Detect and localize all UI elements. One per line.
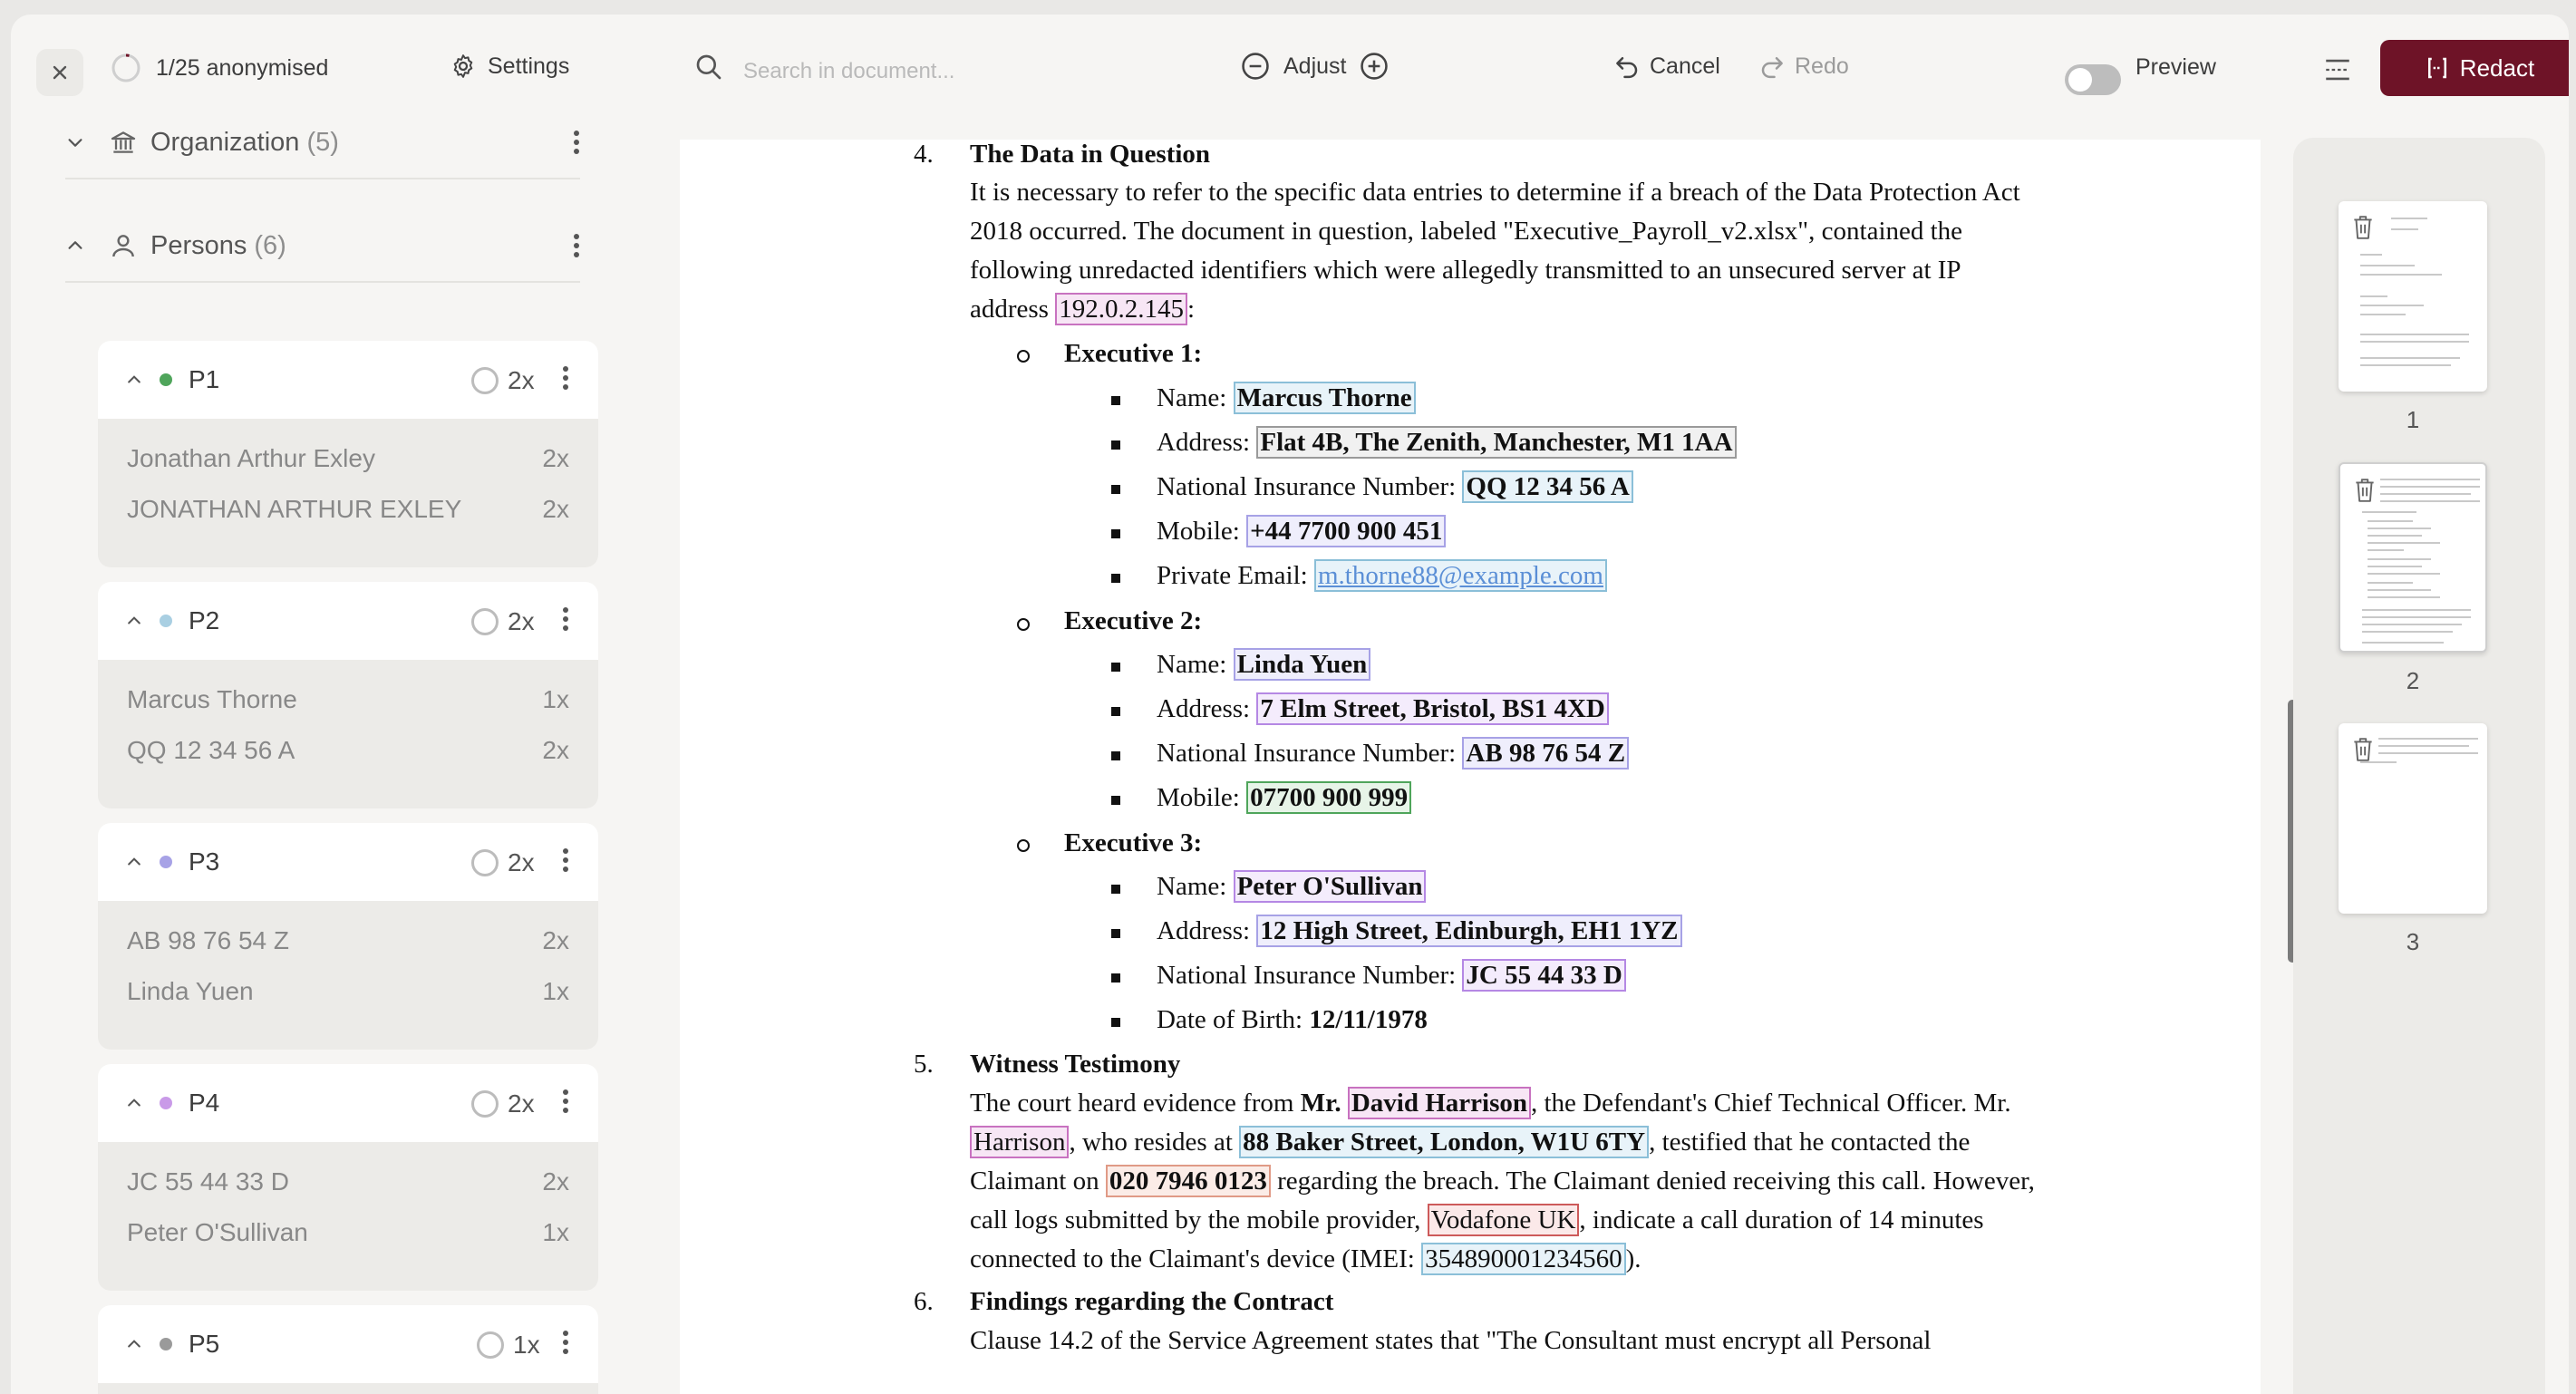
text: , the Defendant's Chief Technical Officer. Mr.: [1531, 1089, 2011, 1118]
section-title-text: Findings regarding the Contract: [970, 1287, 1334, 1316]
square-bullet: [1111, 574, 1120, 583]
text: National Insurance Number:: [1157, 472, 1463, 501]
redaction-nin[interactable]: AB 98 76 54 Z: [1462, 737, 1629, 770]
text: Date of Birth:: [1157, 1005, 1310, 1034]
section-title-text: The Data in Question: [970, 140, 1211, 169]
group-organization[interactable]: [65, 123, 580, 179]
organization-label: Organization: [150, 127, 300, 157]
redo-button[interactable]: [1758, 53, 1849, 80]
app-window: [11, 15, 2569, 1394]
text: Address:: [1157, 916, 1257, 945]
select-ring[interactable]: [471, 367, 499, 394]
person-card-p5: [98, 1305, 598, 1394]
entity-entry[interactable]: [98, 1157, 598, 1207]
trash-icon[interactable]: [2351, 736, 2375, 763]
entry-count: 1x: [542, 977, 569, 1005]
entity-entry[interactable]: [98, 966, 598, 1017]
data-line: [1157, 517, 1446, 547]
square-bullet: [1111, 751, 1120, 760]
search-icon: [694, 53, 723, 82]
entry-count: 2x: [542, 736, 569, 764]
cancel-label: Cancel: [1650, 53, 1720, 79]
group-persons[interactable]: [65, 210, 580, 283]
circle-bullet: [1017, 350, 1030, 363]
redaction-name[interactable]: Peter O'Sullivan: [1234, 870, 1427, 903]
person-header[interactable]: [98, 1064, 598, 1142]
entry-text: Jonathan Arthur Exley: [127, 444, 375, 472]
more-options-icon[interactable]: [573, 129, 580, 156]
dob-value: 12/11/1978: [1309, 1005, 1428, 1034]
person-header[interactable]: [98, 582, 598, 660]
section-title: [970, 140, 1210, 169]
paragraph-line: [970, 1205, 1984, 1235]
text: National Insurance Number:: [1157, 739, 1463, 768]
entry-text: JC 55 44 33 D: [127, 1167, 289, 1196]
section-title: [970, 1287, 1333, 1317]
thumb-line: [2368, 535, 2422, 537]
sublist-title-text: Executive 3:: [1064, 828, 1203, 857]
entry-text: QQ 12 34 56 A: [127, 736, 295, 764]
thumb-line: [2368, 566, 2422, 567]
thumb-line: [2362, 624, 2462, 625]
text: Mr.: [1300, 1089, 1348, 1118]
paragraph-line: following unredacted identifiers which were allegedly transmitted to an unsecured server at IP: [970, 256, 1961, 285]
thumb-line: [2368, 528, 2431, 529]
square-bullet: [1111, 796, 1120, 805]
text: National Insurance Number:: [1157, 961, 1463, 990]
text: address: [970, 295, 1056, 324]
person-id: P3: [189, 847, 220, 876]
text: Name:: [1157, 650, 1234, 679]
progress-ring-icon: [111, 53, 141, 83]
chevron-up-icon[interactable]: [125, 612, 143, 630]
redaction-phone[interactable]: 020 7946 0123: [1106, 1165, 1271, 1197]
text: Address:: [1157, 428, 1257, 457]
page-thumbnail-1[interactable]: [2339, 201, 2487, 392]
paragraph-line: [970, 1167, 2035, 1196]
thumb-line: [2362, 642, 2444, 644]
square-bullet: [1111, 396, 1120, 405]
color-dot: [160, 856, 172, 868]
chevron-up-icon[interactable]: [125, 1094, 143, 1112]
bank-icon: [109, 128, 138, 157]
data-line: [1157, 472, 1633, 502]
person-card-p4: [98, 1064, 598, 1291]
thumb-line: [2360, 334, 2469, 335]
redaction-address[interactable]: Flat 4B, The Zenith, Manchester, M1 1AA: [1256, 426, 1736, 459]
undo-icon: [1613, 53, 1641, 80]
sublist-title: [1064, 828, 1202, 858]
chevron-up-icon[interactable]: [125, 1335, 143, 1353]
circle-bullet: [1017, 618, 1030, 631]
thumb-line: [2360, 314, 2406, 315]
close-icon: [51, 63, 69, 82]
sublist-title: [1064, 606, 1202, 636]
redaction-name[interactable]: David Harrison: [1348, 1087, 1531, 1119]
entity-sidebar: [11, 123, 609, 1394]
search-input[interactable]: [743, 51, 1124, 92]
person-header[interactable]: [98, 1305, 598, 1383]
progress-label: 1/25 anonymised: [156, 54, 329, 81]
page-number: 1: [2406, 406, 2420, 433]
square-bullet: [1111, 885, 1120, 894]
entry-count: 2x: [542, 444, 569, 472]
select-ring[interactable]: [471, 849, 499, 876]
adjust-control: [1240, 51, 1390, 82]
redaction-name[interactable]: Linda Yuen: [1234, 648, 1371, 681]
more-options-icon[interactable]: [562, 605, 569, 633]
redaction-organization[interactable]: Vodafone UK: [1428, 1204, 1580, 1236]
thumb-line: [2368, 589, 2431, 591]
user-icon: [109, 231, 138, 260]
entry-text: Linda Yuen: [127, 977, 254, 1005]
person-card-p2: [98, 582, 598, 808]
section-number: 4.: [914, 140, 934, 169]
entry-count: 2x: [542, 926, 569, 954]
document-page: [680, 140, 2261, 1394]
thumb-line: [2378, 752, 2478, 754]
thumb-line: [2380, 486, 2480, 488]
entity-entry[interactable]: [98, 674, 598, 725]
persons-label: Persons: [150, 230, 247, 260]
paragraph-line: [970, 1128, 1970, 1157]
redo-label: Redo: [1795, 53, 1849, 79]
entity-entry[interactable]: [98, 484, 598, 535]
text: call logs submitted by the mobile provider,: [970, 1205, 1428, 1234]
paragraph-line: Clause 14.2 of the Service Agreement states that "The Consultant must encrypt all Personal: [970, 1326, 1932, 1355]
redaction-ip[interactable]: 192.0.2.145: [1055, 293, 1187, 325]
select-ring[interactable]: [471, 608, 499, 635]
color-dot: [160, 615, 172, 627]
sublist-title: [1064, 339, 1202, 369]
data-line: [1157, 739, 1629, 769]
thumb-line: [2360, 295, 2387, 297]
sublist-title-text: Executive 1:: [1064, 339, 1203, 368]
thumb-line: [2360, 265, 2415, 266]
trash-icon[interactable]: [2351, 214, 2375, 241]
person-card-p3: [98, 823, 598, 1050]
redaction-mobile[interactable]: +44 7700 900 451: [1246, 515, 1446, 547]
person-card-p1: [98, 341, 598, 567]
settings-button[interactable]: [450, 53, 569, 80]
thumb-line: [2360, 254, 2382, 256]
thumb-line: [2380, 479, 2480, 480]
persons-count: (6): [254, 230, 286, 260]
data-line: [1157, 561, 1607, 591]
data-line: [1157, 428, 1737, 458]
preview-label: Preview: [2135, 54, 2216, 80]
toolbar: [11, 15, 2569, 123]
thumb-line: [2360, 761, 2397, 763]
thumb-line: [2362, 631, 2453, 633]
thumb-line: [2360, 341, 2469, 343]
zoom-out-icon[interactable]: [1240, 51, 1271, 82]
redaction-nin[interactable]: JC 55 44 33 D: [1462, 959, 1625, 992]
redaction-address[interactable]: 7 Elm Street, Bristol, BS1 4XD: [1256, 692, 1608, 725]
thumb-line: [2360, 364, 2451, 366]
page-thumbnail-2[interactable]: [2339, 462, 2487, 653]
color-dot: [160, 1097, 172, 1109]
occurrence-count: 1x: [513, 1331, 540, 1359]
redact-label: Redact: [2459, 53, 2535, 82]
entry-text: Marcus Thorne: [127, 685, 297, 713]
redaction-mobile[interactable]: 07700 900 999: [1246, 781, 1411, 814]
thumb-line: [2362, 616, 2471, 618]
data-line: [1157, 961, 1626, 991]
paragraph-line: [970, 1089, 2011, 1118]
thumb-line: [2368, 542, 2440, 544]
square-bullet: [1111, 663, 1120, 672]
section-title-text: Witness Testimony: [970, 1050, 1181, 1079]
thumb-line: [2360, 305, 2424, 306]
redaction-name[interactable]: Marcus Thorne: [1234, 382, 1416, 414]
data-line: [1157, 650, 1370, 680]
entry-count: 2x: [542, 1167, 569, 1196]
square-bullet: [1111, 929, 1120, 938]
person-id: P2: [189, 606, 220, 634]
redact-icon: [2424, 54, 2451, 82]
paragraph-line: It is necessary to refer to the specific data entries to determine if a breach of the Data Protection Act: [970, 178, 2020, 207]
thumb-line: [2368, 558, 2431, 560]
select-ring[interactable]: [471, 1090, 499, 1118]
more-options-icon[interactable]: [562, 1329, 569, 1356]
redaction-nin[interactable]: QQ 12 34 56 A: [1462, 470, 1632, 503]
person-header[interactable]: [98, 823, 598, 901]
redaction-imei[interactable]: 354890001234560: [1421, 1243, 1626, 1275]
preview-toggle[interactable]: [2065, 64, 2121, 95]
thumb-line: [2378, 738, 2478, 740]
page-thumbnails: [2293, 138, 2545, 1394]
occurrence-count: 2x: [508, 607, 535, 635]
anonymise-progress: [111, 53, 328, 83]
redaction-email[interactable]: m.thorne88@example.com: [1314, 559, 1607, 592]
text: Claimant on: [970, 1167, 1106, 1196]
paragraph-line: [970, 295, 1195, 324]
close-button[interactable]: [36, 49, 83, 96]
thumb-line: [2380, 500, 2480, 502]
circle-bullet: [1017, 839, 1030, 852]
thumb-line: [2362, 511, 2416, 513]
layout-icon[interactable]: [2322, 54, 2353, 85]
text: Mobile:: [1157, 517, 1247, 546]
chevron-up-icon[interactable]: [65, 236, 85, 256]
more-options-icon[interactable]: [562, 364, 569, 392]
thumb-line: [2362, 609, 2471, 611]
cancel-button[interactable]: [1613, 53, 1720, 80]
entry-text: JONATHAN ARTHUR EXLEY: [127, 495, 462, 523]
paragraph-line: [970, 1244, 1641, 1274]
entity-entry[interactable]: [98, 725, 598, 776]
gear-icon: [450, 53, 477, 80]
entity-entry[interactable]: [98, 915, 598, 966]
more-options-icon[interactable]: [573, 232, 580, 259]
text: Private Email:: [1157, 561, 1314, 590]
entity-entry[interactable]: [98, 1207, 598, 1258]
square-bullet: [1111, 973, 1120, 983]
thumb-line: [2391, 228, 2418, 230]
text: Mobile:: [1157, 783, 1247, 812]
person-id: P4: [189, 1089, 220, 1117]
text: Name:: [1157, 383, 1234, 412]
thumb-line: [2368, 596, 2440, 598]
thumb-line: [2380, 493, 2471, 495]
redact-button[interactable]: [2380, 40, 2569, 96]
page-thumbnail-3[interactable]: [2339, 723, 2487, 914]
entry-text: AB 98 76 54 Z: [127, 926, 290, 954]
section-number: 5.: [914, 1050, 934, 1079]
square-bullet: [1111, 529, 1120, 538]
organization-count: (5): [306, 127, 339, 157]
text: The court heard evidence from: [970, 1089, 1301, 1118]
data-line: [1157, 916, 1682, 946]
occurrence-count: 2x: [508, 848, 535, 876]
data-line: [1157, 1005, 1428, 1035]
section-number: 6.: [914, 1287, 934, 1316]
select-ring[interactable]: [477, 1331, 504, 1359]
person-header[interactable]: [98, 341, 598, 419]
text: , testified that he contacted the: [1649, 1128, 1971, 1157]
text: regarding the breach. The Claimant denied receiving this call. However,: [1270, 1167, 2035, 1196]
section-title: [970, 1050, 1180, 1079]
redaction-address[interactable]: 88 Baker Street, London, W1U 6TY: [1239, 1126, 1649, 1158]
color-dot: [160, 1338, 172, 1350]
square-bullet: [1111, 1018, 1120, 1027]
trash-icon[interactable]: [2353, 477, 2377, 504]
settings-label: Settings: [488, 53, 570, 79]
data-line: [1157, 783, 1411, 813]
square-bullet: [1111, 485, 1120, 494]
thumb-line: [2368, 582, 2413, 584]
chevron-down-icon[interactable]: [65, 132, 85, 152]
occurrence-count: 2x: [508, 1089, 535, 1118]
thumb-line: [2378, 745, 2469, 747]
zoom-in-icon[interactable]: [1359, 51, 1390, 82]
more-options-icon[interactable]: [562, 847, 569, 874]
thumb-line: [2360, 274, 2442, 276]
sublist-title-text: Executive 2:: [1064, 606, 1203, 635]
thumb-line: [2368, 520, 2413, 522]
thumb-line: [2368, 549, 2404, 551]
text: , who resides at: [1069, 1128, 1240, 1157]
text: Address:: [1157, 694, 1257, 723]
entry-count: 1x: [542, 685, 569, 713]
redaction-address[interactable]: 12 High Street, Edinburgh, EH1 1YZ: [1256, 915, 1681, 947]
thumb-line: [2391, 218, 2427, 219]
square-bullet: [1111, 440, 1120, 450]
text: ).: [1625, 1244, 1641, 1273]
thumb-line: [2368, 573, 2440, 575]
thumb-line: [2360, 357, 2460, 359]
person-id: P1: [189, 365, 220, 393]
data-line: [1157, 694, 1609, 724]
entity-entry[interactable]: [98, 433, 598, 484]
page-number: 2: [2406, 667, 2420, 694]
chevron-up-icon[interactable]: [125, 853, 143, 871]
square-bullet: [1111, 707, 1120, 716]
paragraph-line: 2018 occurred. The document in question, labeled "Executive_Payroll_v2.xlsx", contained the: [970, 217, 1963, 246]
redo-icon: [1758, 53, 1786, 80]
person-id: P5: [189, 1330, 220, 1358]
more-options-icon[interactable]: [562, 1088, 569, 1115]
text: connected to the Claimant's device (IMEI:: [970, 1244, 1422, 1273]
redaction-name[interactable]: Harrison: [970, 1126, 1069, 1158]
text: , indicate a call duration of 14 minutes: [1579, 1205, 1984, 1234]
text: :: [1186, 295, 1196, 324]
color-dot: [160, 373, 172, 386]
entry-count: 1x: [542, 1218, 569, 1246]
data-line: [1157, 383, 1416, 413]
entry-text: Peter O'Sullivan: [127, 1218, 308, 1246]
page-number: 3: [2406, 928, 2420, 955]
adjust-label: Adjust: [1283, 53, 1347, 79]
data-line: [1157, 872, 1426, 902]
entry-count: 2x: [542, 495, 569, 523]
chevron-up-icon[interactable]: [125, 371, 143, 389]
occurrence-count: 2x: [508, 366, 535, 394]
text: Name:: [1157, 872, 1234, 901]
